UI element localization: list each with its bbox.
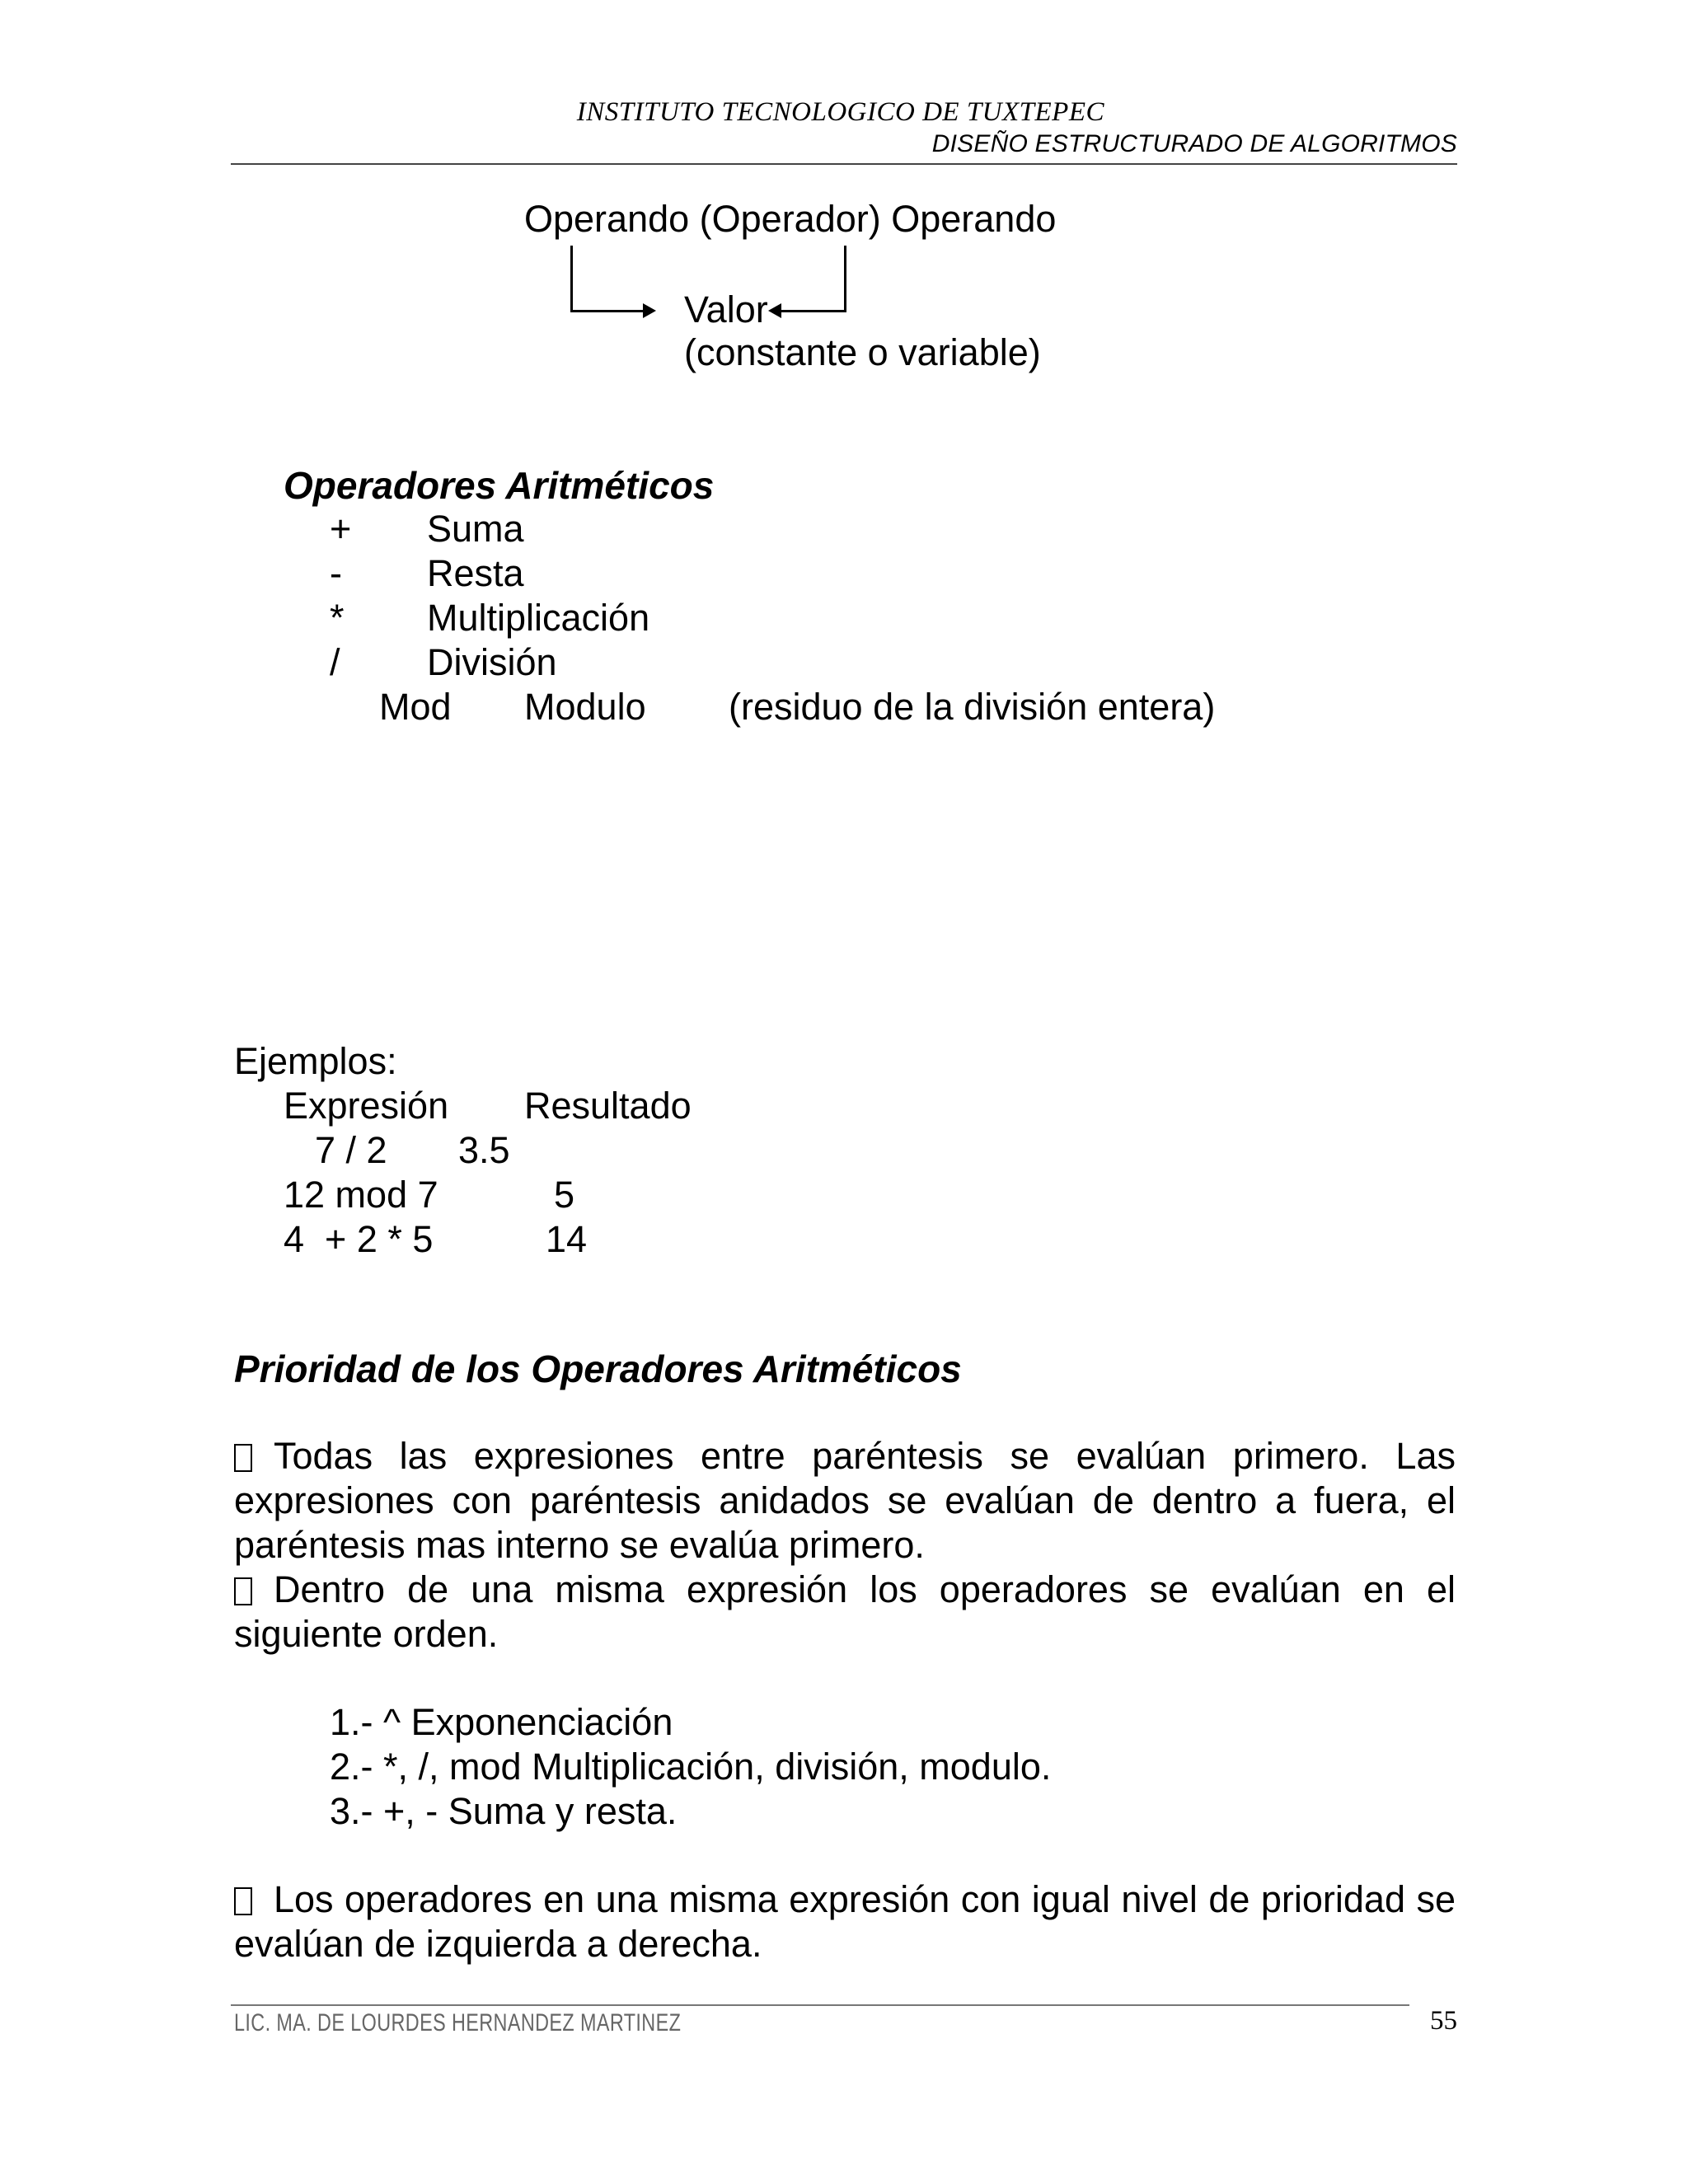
diagram-left-arrow-line	[570, 310, 643, 312]
header-institute: INSTITUTO TECNOLOGICO DE TUXTEPEC	[576, 97, 1104, 127]
header-rule	[231, 163, 1457, 165]
examples-col-result: Resultado	[524, 1085, 692, 1127]
operator-name: Resta	[427, 552, 524, 594]
arrow-right-icon	[643, 303, 656, 318]
priority-rule-3	[234, 1877, 1456, 1966]
example-result: 3.5	[458, 1129, 510, 1171]
diagram-result-note: (constante o variable)	[684, 331, 1041, 373]
diagram-right-arrow-line	[781, 310, 846, 312]
operator-symbol: -	[330, 552, 342, 594]
example-expression: 4 + 2 * 5	[284, 1218, 434, 1260]
operator-name: División	[427, 641, 557, 683]
page-number: 55	[1430, 2006, 1457, 2036]
header-course: DISEÑO ESTRUCTURADO DE ALGORITMOS	[931, 130, 1457, 157]
checkbox-bullet-icon	[234, 1887, 252, 1915]
operator-note: (residuo de la división entera)	[729, 686, 1216, 728]
priority-order-item: 2.- *, /, mod Multiplicación, división, modulo.	[330, 1746, 1052, 1788]
priority-rule-3-text: Los operadores en una misma expresión con igual nivel de prioridad se evalúan de izquierda a derecha.	[234, 1878, 1456, 1965]
operator-name: Suma	[427, 508, 524, 550]
operator-symbol: Mod	[379, 686, 452, 728]
arithmetic-operators-heading: Operadores Aritméticos	[284, 464, 715, 507]
diagram-result: Valor	[684, 288, 768, 330]
diagram-right-connector	[844, 246, 846, 312]
priority-rule-1	[234, 1434, 1456, 1568]
priority-rule-1-text: Todas las expresiones entre paréntesis se evalúan primero. Las expresiones con paréntesis anidados se evalúan de dentro a fuera, el paréntesis mas interno se evalúa primero.	[234, 1435, 1456, 1566]
operator-name: Multiplicación	[427, 597, 650, 639]
priority-rule-2-text: Dentro de una misma expresión los operadores se evalúan en el siguiente orden.	[234, 1568, 1456, 1655]
example-expression: 7 / 2	[315, 1129, 387, 1171]
example-expression: 12 mod 7	[284, 1174, 438, 1216]
example-result: 14	[546, 1218, 588, 1260]
priority-order-item: 3.- +, - Suma y resta.	[330, 1790, 678, 1832]
diagram-expression: Operando (Operador) Operando	[524, 198, 1057, 240]
operator-symbol: +	[330, 508, 352, 550]
checkbox-bullet-icon	[234, 1444, 252, 1472]
operator-symbol: /	[330, 641, 340, 683]
priority-heading: Prioridad de los Operadores Aritméticos	[234, 1347, 962, 1390]
checkbox-bullet-icon	[234, 1577, 252, 1605]
arrow-left-icon	[768, 303, 781, 318]
operator-name: Modulo	[524, 686, 646, 728]
footer-author: LIC. MA. DE LOURDES HERNANDEZ MARTINEZ	[234, 2009, 682, 2036]
operator-symbol: *	[330, 597, 345, 639]
priority-order-item: 1.- ^ Exponenciación	[330, 1701, 673, 1743]
priority-rule-2	[234, 1568, 1456, 1657]
examples-col-expression: Expresión	[284, 1085, 449, 1127]
footer-rule	[231, 2004, 1409, 2006]
examples-heading: Ejemplos:	[234, 1040, 397, 1082]
diagram-left-connector	[570, 246, 573, 310]
example-result: 5	[554, 1174, 575, 1216]
